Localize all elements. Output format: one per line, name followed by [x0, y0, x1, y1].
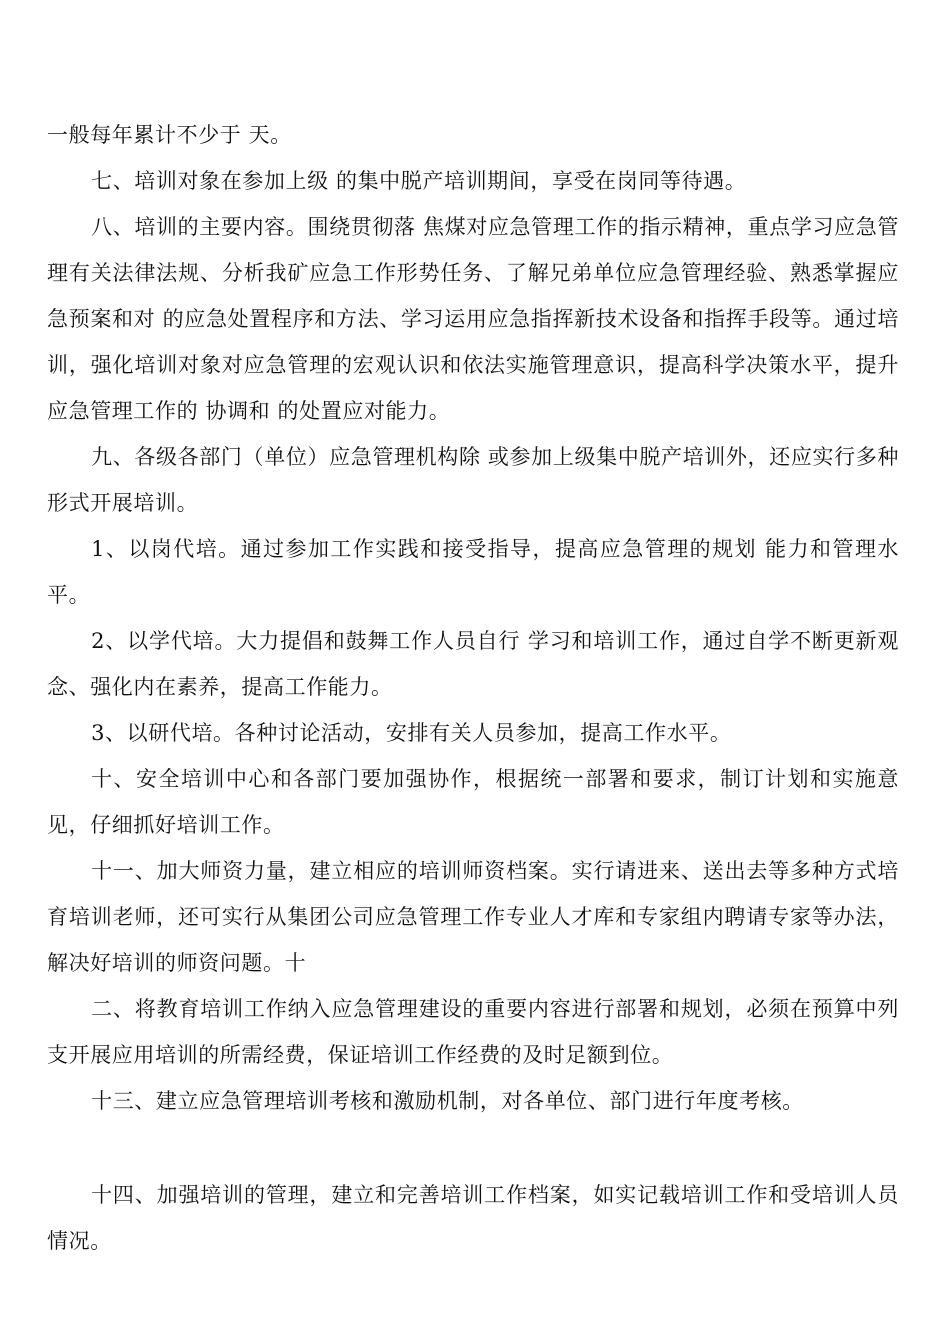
- document-body: [47, 112, 899, 1264]
- paragraph-10: 二、将教育培训工作纳入应急管理建设的重要内容进行部署和规划，必须在预算中列支开展应用培训的所需经费，保证培训工作经费的及时足额到位。: [47, 997, 899, 1067]
- paragraph-1: 一般每年累计不少于 天。: [47, 123, 292, 147]
- paragraph-8: 十、安全培训中心和各部门要加强协作，根据统一部署和要求，制订计划和实施意见，仔细抓好培训工作。: [47, 767, 899, 837]
- paragraph-2: 七、培训对象在参加上级 的集中脱产培训期间，享受在岗同等待遇。: [91, 169, 747, 193]
- paragraph-4: 九、各级各部门（单位）应急管理机构除 或参加上级集中脱产培训外，还应实行多种形式开展培训。: [47, 445, 899, 515]
- paragraph-5: 1、以岗代培。通过参加工作实践和接受指导，提高应急管理的规划 能力和管理水平。: [47, 537, 899, 607]
- paragraph-3: 八、培训的主要内容。围绕贯彻落 焦煤对应急管理工作的指示精神，重点学习应急管理有关法律法规、分析我矿应急工作形势任务、了解兄弟单位应急管理经验、熟悉掌握应急预案和对 的应急处置程序和方法、学习运用应急指挥新技术设备和指挥手段等。通过培训，强化培训对象对应急管理的宏观认识和依法实施管理意识，提高科学决策水平，提升应急管理工作的 协调和 的处置应对能力。: [47, 215, 899, 423]
- paragraph-11: 十三、建立应急管理培训考核和激励机制，对各单位、部门进行年度考核。: [91, 1089, 804, 1113]
- paragraph-7: 3、以研代培。各种讨论活动，安排有关人员参加，提高工作水平。: [91, 721, 732, 745]
- paragraph-6: 2、以学代培。大力提倡和鼓舞工作人员自行 学习和培训工作，通过自学不断更新观念、强化内在素养，提高工作能力。: [47, 629, 899, 699]
- paragraph-9: 十一、加大师资力量，建立相应的培训师资档案。实行请进来、送出去等多种方式培育培训老师，还可实行从集团公司应急管理工作专业人才库和专家组内聘请专家等办法，解决好培训的师资问题。十: [47, 859, 899, 975]
- paragraph-12: 十四、加强培训的管理，建立和完善培训工作档案，如实记载培训工作和受培训人员情况。: [47, 1183, 899, 1253]
